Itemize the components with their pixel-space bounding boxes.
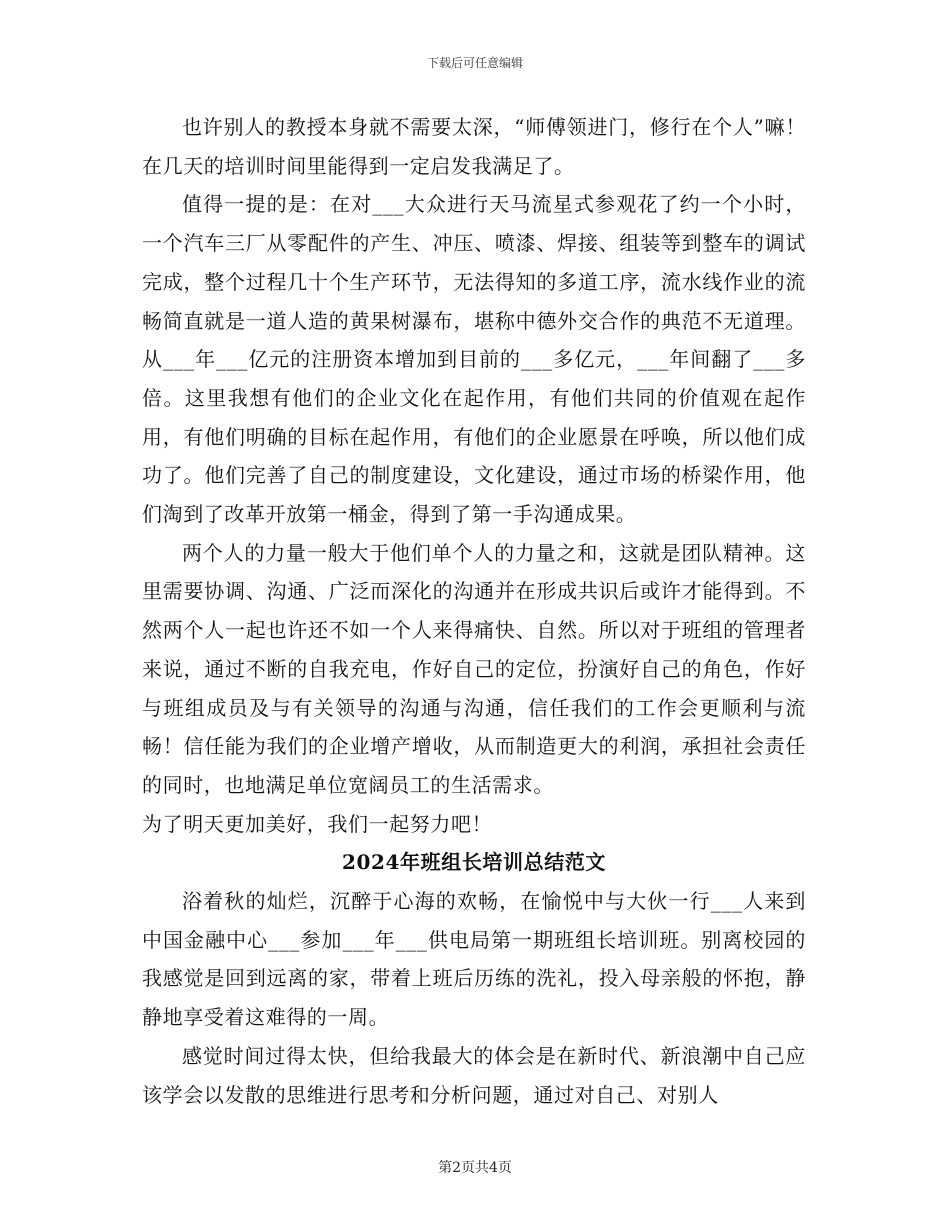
page-header-note: 下载后可任意编辑: [426, 56, 523, 70]
section-title: 2024年班组长培训总结范文: [341, 850, 607, 875]
paragraph-6: 感觉时间过得太快，但给我最大的体会是在新时代、新浪潮中自己应该学会以发散的思维进行思考和分析问题，通过对自己、对别人: [142, 1043, 806, 1107]
paragraph-2: 值得一提的是：在对___大众进行天马流星式参观花了约一个小时，一个汽车三厂从零配件的产生、冲压、喷漆、焊接、组装等到整车的调试完成，整个过程几十个生产环节，无法得知的多道工序，流水线作业的流畅简直就是一道人造的黄果树瀑布，堪称中德外交合作的典范不无道理。从___年___亿元的注册资本增加到目前的___多亿元，___年间翻了___多倍。这里我想有他们的企业文化在起作用，有他们共同的价值观在起作用，有他们明确的目标在起作用，有他们的企业愿景在呼唤，所以他们成功了。他们完善了自己的制度建设，文化建设，通过市场的桥梁作用，他们淘到了改革开放第一桶金，得到了第一手沟通成果。: [142, 192, 806, 527]
document-body: [142, 108, 806, 1114]
paragraph-1: 也许别人的教授本身就不需要太深，“师傅领进门，修行在个人”嘛！在几天的培训时间里能得到一定启发我满足了。: [142, 115, 806, 178]
page-footer-number: 第2页共4页: [438, 1160, 512, 1176]
paragraph-4: 为了明天更加美好，我们一起努力吧！: [142, 811, 493, 836]
paragraph-5: 浴着秋的灿烂，沉醉于心海的欢畅，在愉悦中与大伙一行___人来到中国金融中心___参加___年___供电局第一期班组长培训班。别离校园的我感觉是回到远离的家，带着上班后历练的洗礼，投入母亲般的怀抱，静静地享受着这难得的一周。: [142, 889, 806, 1030]
paragraph-3: 两个人的力量一般大于他们单个人的力量之和，这就是团队精神。这里需要协调、沟通、广泛而深化的沟通并在形成共识后或许才能得到。不然两个人一起也许还不如一个人来得痛快、自然。所以对于班组的管理者来说，通过不断的自我充电，作好自己的定位，扮演好自己的角色，作好与班组成员及与有关领导的沟通与沟通，信任我们的工作会更顺利与流畅！信任能为我们的企业增产增收，从而制造更大的利润，承担社会责任的同时，也地满足单位宽阔员工的生活需求。: [142, 540, 806, 797]
